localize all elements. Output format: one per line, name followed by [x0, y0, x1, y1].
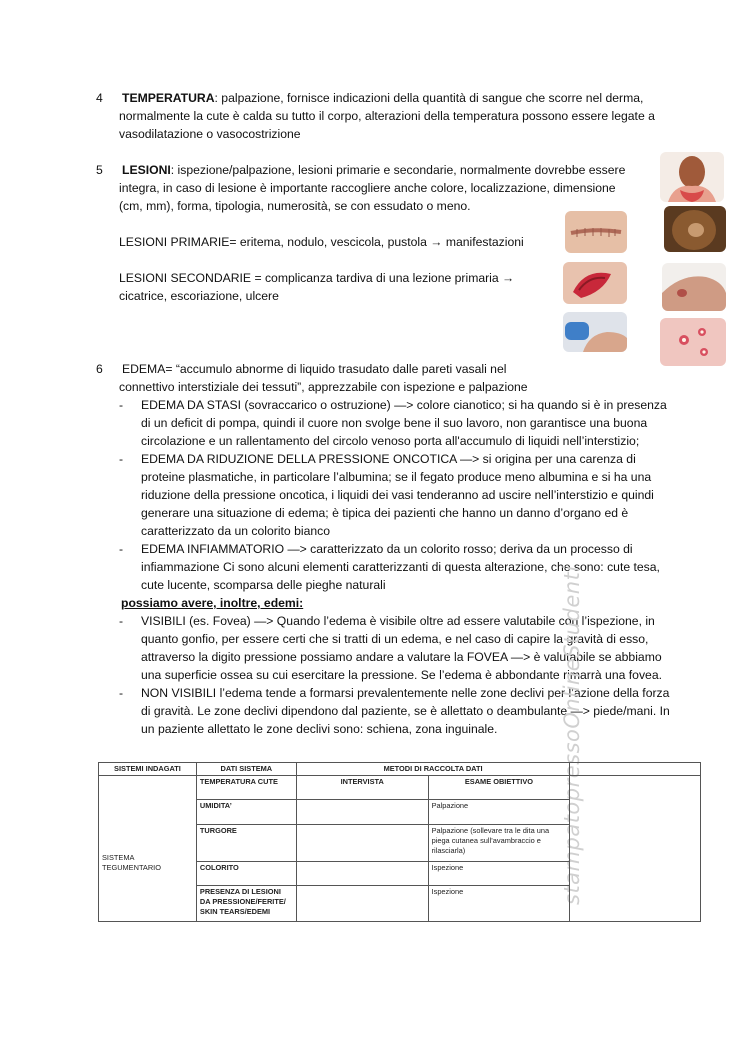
- section-number-6: 6: [96, 362, 103, 376]
- edema-stasi: EDEMA DA STASI (sovraccarico o ostruzione) —> colore cianotico; si ha quando si è in presenza di un deficit di pompa, quindi il cuore non svolge bene il suo lavoro, non garantisce una buona circolazione e un rallentamento del circolo venoso porta all'accumulo di liquidi nell’interstizio;: [141, 398, 667, 448]
- intervista-turgore: [296, 825, 428, 862]
- edema-types-list: [119, 396, 671, 738]
- notes-cell: [570, 776, 701, 922]
- esame-turgore: Palpazione (sollevare tra le dita una piega cutanea sull’avambraccio e rilasciarla): [428, 825, 570, 862]
- abrasion-photo: [563, 262, 627, 304]
- edema-non-visibili: NON VISIBILI l’edema tende a formarsi prevalentemente nelle zone declivi per l’azione della forza di gravità. Le zone declivi dipendono dal paziente, se è allettato o deambulante —> piede/mani. In un paziente allettato le zone declivi sono: schiena, zona inguinale.: [141, 686, 670, 736]
- intervista-umidita: [296, 800, 428, 825]
- edema-intro: EDEMA= “accumulo abnorme di liquido trasudato dalle pareti vasali nel connettivo interstiziale dei tessuti”, apprezzabile con ispezione e palpazione: [119, 362, 528, 394]
- section-title-lesioni: LESIONI: [122, 163, 171, 177]
- lesioni-secondarie: LESIONI SECONDARIE = complicanza tardiva di una lezione primaria → cicatrice, escoriazione, ulcere: [119, 271, 515, 303]
- header-metodi: METODI DI RACCOLTA DATI: [296, 763, 570, 776]
- section-text-temperatura: : palpazione, fornisce indicazioni della quantità di sangue che scorre nel derma, normalmente la cute è calda su tutto il corpo, alterazioni della temperatura possono essere legate a vasodilatazione o vasocostrizione: [119, 91, 655, 141]
- dato-colorito: COLORITO: [196, 862, 296, 886]
- list-item: - EDEMA DA RIDUZIONE DELLA PRESSIONE ONCOTICA —> si origina per una carenza di proteine plasmatiche, in particolare l’albumina; se il fegato produce meno albumina e si ha una riduzione della pressione oncotica, i liquidi dei vasi tenderanno ad uscire nell’interstizio e quindi generare una situazione di edema; è tipica dei pazienti che hanno un danno d’organo ed è caratterizzato da un colorito bianco: [119, 452, 654, 538]
- dato-temperatura: TEMPERATURA CUTE: [196, 776, 296, 800]
- section-temperatura: [119, 89, 679, 143]
- edema-visibili: VISIBILI (es. Fovea) —> Quando l’edema è visibile oltre ad essere valutabile con l’ispezione, in quanto gonfio, per essere certi che si tratti di un edema, e nel caso di capire la gravità di esso, attraverso la digito pressione possiamo andare a valutare la FOVEA —> è valutabile se abbiamo una superficie ossea su cui esercitare la pressione. Se l’edema è abbondante rimarrà una fovea.: [141, 614, 662, 682]
- list-item: - EDEMA INFIAMMATORIO —> caratterizzato da un colorito rosso; deriva da un processo di infiammazione Ci sono alcuni elementi caratterizzanti di questa alterazione, che sono: cute tesa, cute lucente, scomparsa delle pieghe naturali: [119, 542, 660, 592]
- esame-umidita: Palpazione: [428, 800, 570, 825]
- list-item: - EDEMA DA STASI (sovraccarico o ostruzione) —> colore cianotico; si ha quando si è in presenza di un deficit di pompa, quindi il cuore non svolge bene il suo lavoro, non garantisce una buona circolazione e un rallentamento del circolo venoso porta all'accumulo di liquidi nell’interstizio;: [119, 398, 667, 448]
- header-intervista: INTERVISTA: [296, 776, 428, 800]
- watermark: stampatopressoOnlineStudenti: [560, 565, 584, 905]
- header-esame: ESAME OBIETTIVO: [428, 776, 570, 800]
- section-number-4: 4: [96, 91, 103, 105]
- pustules-photo: [660, 318, 726, 366]
- dato-lesioni: PRESENZA DI LESIONI DA PRESSIONE/FERITE/ SKIN TEARS/EDEMI: [196, 886, 296, 922]
- esame-colorito: Ispezione: [428, 862, 570, 886]
- header-dati: DATI SISTEMA: [196, 763, 296, 776]
- edemi-subheading: possiamo avere, inoltre, edemi:: [121, 596, 304, 610]
- intervista-colorito: [296, 862, 428, 886]
- header-sistemi: SISTEMI INDAGATI: [99, 763, 197, 776]
- skin-nodule-photo: [664, 206, 726, 252]
- data-collection-table: [98, 762, 701, 922]
- list-item: - VISIBILI (es. Fovea) —> Quando l’edema è visibile oltre ad essere valutabile con l’ispezione, in quanto gonfio, per essere certi che si tratti di un edema, e nel caso di capire la gravità di esso, attraverso la digito pressione possiamo andare a valutare la FOVEA —> è valutabile se abbiamo una superficie ossea su cui esercitare la pressione. Se l’edema è abbondante rimarrà una fovea.: [119, 614, 662, 682]
- scar-photo: [565, 211, 627, 253]
- section-text-lesioni: : ispezione/palpazione, lesioni primarie e secondarie, normalmente dovrebbe essere integra, in caso di lesione è importante raccogliere anche colore, localizzazione, dimensione (cm, mm), forma, tipologia, numerosità, se con essudato o meno.: [119, 163, 626, 213]
- esame-lesioni: Ispezione: [428, 886, 570, 922]
- dato-umidita: UMIDITA’: [196, 800, 296, 825]
- section-lesioni: [119, 161, 641, 215]
- intervista-lesioni: [296, 886, 428, 922]
- section-title-temperatura: TEMPERATURA: [122, 91, 215, 105]
- dato-turgore: TURGORE: [196, 825, 296, 862]
- section-number-5: 5: [96, 163, 103, 177]
- neck-rash-photo: [660, 152, 724, 202]
- edema-infiammatorio: EDEMA INFIAMMATORIO —> caratterizzato da un colorito rosso; deriva da un processo di infiammazione Ci sono alcuni elementi caratterizzanti di questa alterazione, che sono: cute tesa, cute lucente, scomparsa delle pieghe naturali: [141, 542, 660, 592]
- edema-oncotica: EDEMA DA RIDUZIONE DELLA PRESSIONE ONCOTICA —> si origina per una carenza di proteine plasmatiche, in particolare l’albumina; se il fegato produce meno albumina e si ha una riduzione della pressione oncotica, i liquidi dei vasi tenderanno ad uscire nell’interstizio e quindi generare una situazione di edema; è tipica dei pazienti che hanno un danno d’organo ed è caratterizzato da un colorito bianco: [141, 452, 654, 538]
- lesioni-primarie: LESIONI PRIMARIE= eritema, nodulo, vescicola, pustola → manifestazioni: [119, 235, 524, 249]
- system-cell: SISTEMA TEGUMENTARIO: [99, 776, 197, 922]
- list-item: - NON VISIBILI l’edema tende a formarsi prevalentemente nelle zone declivi per l’azione della forza di gravità. Le zone declivi dipendono dal paziente, se è allettato o deambulante —> piede/mani. In un paziente allettato le zone declivi sono: schiena, zona inguinale.: [119, 686, 670, 736]
- elbow-lesion-photo: [662, 263, 726, 311]
- header-blank: [570, 763, 701, 776]
- foot-edema-photo: [563, 312, 627, 352]
